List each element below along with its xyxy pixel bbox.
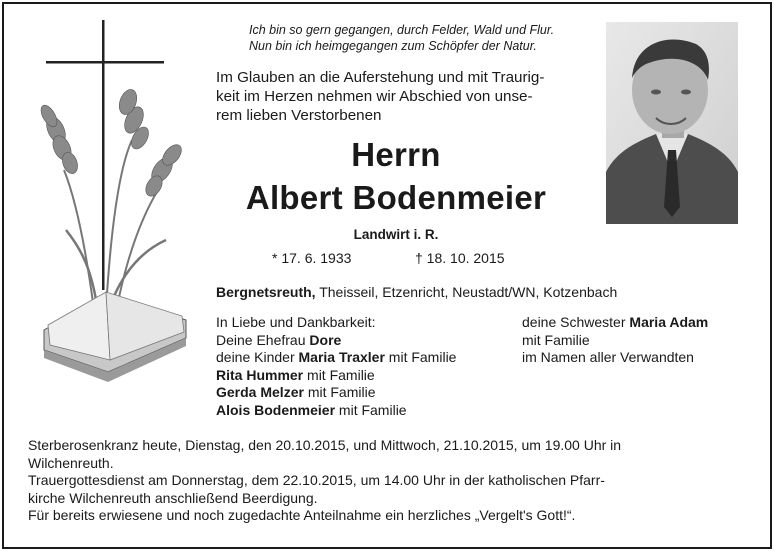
- salutation: Herrn: [351, 136, 441, 173]
- service-line-2: Wilchenreuth.: [28, 454, 114, 471]
- mourner-suffix: mit Familie: [303, 366, 375, 383]
- service-line-3: Trauergottesdienst am Donnerstag, dem 22.10.2015, um 14.00 Uhr in der katholischen Pfarr-: [28, 472, 605, 488]
- birth-date: * 17. 6. 1933: [272, 250, 352, 266]
- service-line-4: kirche Wilchenreuth anschließend Beerdigung.: [28, 489, 318, 506]
- mourner-name: Gerda Melzer: [216, 384, 304, 401]
- place-rest: Theisseil, Etzenricht, Neustadt/WN, Kotzenbach: [315, 284, 618, 300]
- intro-line-3: rem lieben Verstorbenen: [216, 107, 382, 124]
- intro-line-1: Im Glauben an die Auferstehung und mit Traurig-: [216, 69, 545, 86]
- places-line: [216, 284, 617, 300]
- mourner-line: In Liebe und Dankbarkeit:: [216, 314, 376, 330]
- mourner-line: [216, 332, 456, 350]
- mourner-line: [216, 367, 456, 385]
- mourner-line: im Namen aller Verwandten: [522, 349, 694, 366]
- mourner-line: [522, 314, 708, 332]
- poem-line-1: Ich bin so gern gegangen, durch Felder, Wald und Flur.: [249, 23, 555, 37]
- poem: [249, 22, 554, 54]
- intro-line-2: keit im Herzen nehmen wir Abschied von unse-: [216, 88, 533, 105]
- mourner-line: mit Familie: [522, 331, 590, 348]
- service-line-1: Sterberosenkranz heute, Dienstag, den 20.10.2015, und Mittwoch, 21.10.2015, um 19.00 Uhr in: [28, 437, 622, 453]
- mourner-name: Rita Hummer: [216, 366, 304, 383]
- mourners-left: [216, 314, 456, 420]
- mourner-name: Alois Bodenmeier: [216, 401, 336, 418]
- death-date: † 18. 10. 2015: [415, 250, 505, 266]
- service-line-5: Für bereits erwiesene und noch zugedachte Anteilnahme ein herzliches „Vergelt's Gott!“.: [28, 507, 576, 523]
- mourner-prefix: Deine Ehefrau: [216, 331, 310, 348]
- mourner-name: Maria Traxler: [298, 349, 385, 366]
- occupation: Landwirt i. R.: [353, 227, 439, 242]
- mourner-prefix: deine Kinder: [216, 349, 299, 366]
- mourner-prefix: deine Schwester: [522, 314, 630, 330]
- mourner-name: Dore: [309, 331, 342, 348]
- wheat-icon: [38, 87, 185, 312]
- mourner-suffix: mit Familie: [335, 401, 407, 418]
- cross-wheat-book-illustration: [36, 20, 204, 410]
- deceased-name: Albert Bodenmeier: [245, 179, 547, 216]
- mourner-suffix: mit Familie: [384, 349, 457, 366]
- intro-text: [216, 68, 586, 125]
- mourner-name: Maria Adam: [629, 314, 709, 330]
- open-book-icon: [44, 292, 186, 382]
- mourner-line: [216, 384, 456, 402]
- service-info: [28, 437, 752, 525]
- mourner-suffix: mit Familie: [303, 384, 376, 401]
- mourners-right: [522, 314, 708, 367]
- mourner-line: [216, 349, 456, 367]
- place-main: Bergnetsreuth,: [216, 284, 316, 300]
- mourner-line: [216, 402, 456, 420]
- portrait-photo: [606, 22, 738, 224]
- poem-line-2: Nun bin ich heimgegangen zum Schöpfer der Natur.: [249, 39, 537, 53]
